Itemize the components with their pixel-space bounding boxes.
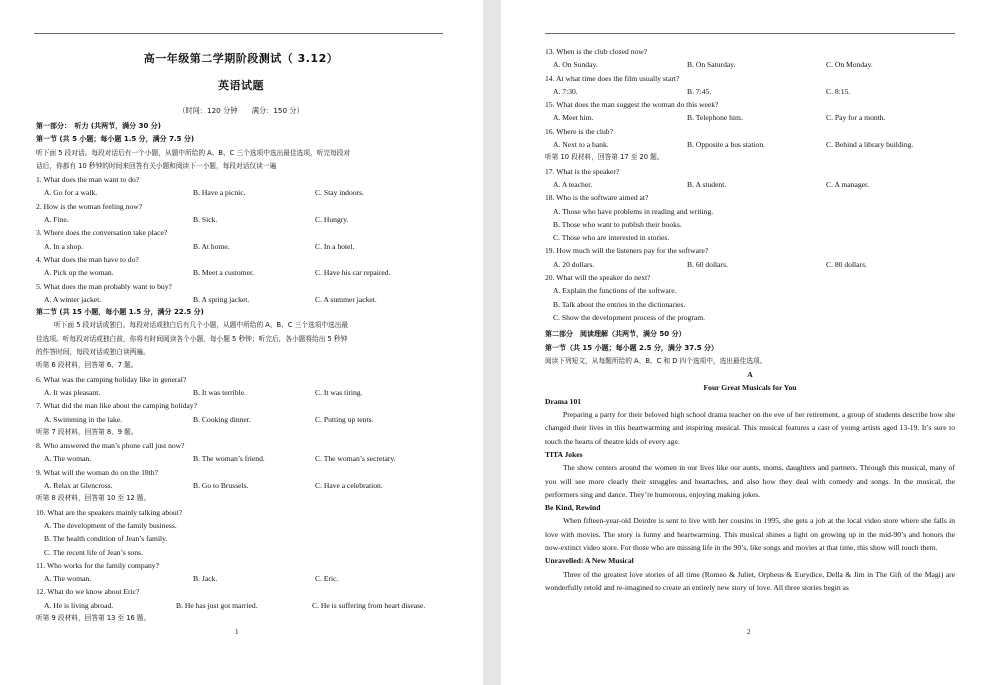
option-a: A. On Sunday. [553,60,598,70]
option-a: A. A winter jacket. [44,294,102,304]
option-b: B. The health condition of Jean’s family. [44,534,168,544]
page-2 [501,0,989,685]
question-stem: 10. What are the speakers mainly talking about? [36,507,183,517]
musical-description: Preparing a party for their beloved high school drama teacher on the eve of her retirement, a group of students describe how she changed their lives in this heartwarming and inspiring musical. This musical features a cast of young artists aged 13-19. It’s sure to touch the hearts of theatre kids of every age. [545,410,955,446]
musical-name: Drama 101 [545,396,582,406]
option-a: A. 7:30. [553,86,578,96]
question-stem: 19. How much will the listeners pay for the software? [545,246,709,256]
page-1 [0,0,483,685]
time-info: （时间：120 分钟 满分：150 分） [178,106,304,115]
option-b: B. He has just got married. [176,600,258,610]
option-b: B. The woman’s friend. [193,454,265,464]
section2-instruction: 佳选项。听每段对话或独白前，你将有时间阅读各个小题，每小题 5 秒钟；听完后，各小题将给出 5 秒钟 [36,334,348,343]
option-b: B. Opposite a bus station. [687,140,766,150]
option-b: B. A student. [687,179,727,189]
option-c: C. Have a celebration. [315,481,383,491]
passage-letter: A [747,370,753,380]
material-note: 听第 6 段材料，回答第 6、7 题。 [36,361,138,370]
option-c: C. Pay for a month. [826,113,886,123]
part2-section1-heading: 第一节（共 15 小题；每小题 2.5 分，满分 37.5 分） [545,343,719,352]
material-note: 听第 10 段材料，回答第 17 至 20 题。 [545,153,664,162]
question-stem: 9. What will the woman do on the 18th? [36,467,158,477]
option-a: A. 20 dollars. [553,259,595,269]
question-stem: 15. What does the man suggest the woman do this week? [545,100,719,110]
section1-heading: 第一节 (共 5 小题；每小题 1.5 分，满分 7.5 分) [36,135,195,144]
option-c: C. A manager. [826,179,870,189]
option-b: B. On Saturday. [687,60,736,70]
option-c: C. 80 dollars. [826,259,867,269]
musical-name: TITA Jokes [545,449,583,459]
option-c: C. Those who are interested in stories. [553,233,670,243]
question-stem: 3. Where does the conversation take place? [36,228,168,238]
material-note: 听第 9 段材料，回答第 13 至 16 题。 [36,613,151,622]
question-stem: 11. Who works for the family company? [36,560,159,570]
question-stem: 5. What does the man probably want to buy? [36,281,172,291]
exam-subtitle: 英语试题 [218,79,264,92]
option-a: A. Explain the functions of the software. [553,286,677,296]
option-c: C. 8:15. [826,86,851,96]
section1-instruction: 听下面 5 段对话。每段对话后有一个小题，从题中所给的 A、B、C 三个选项中选出最佳选项，听完每段对 [36,148,351,157]
option-a: A. Next to a bank. [553,140,609,150]
question-stem: 20. What will the speaker do next? [545,273,651,283]
material-note: 听第 7 段材料，回答第 8、9 题。 [36,427,138,436]
question-stem: 18. Who is the software aimed at? [545,193,649,203]
section2-heading: 第二节 (共 15 小题，每小题 1.5 分，满分 22.5 分) [36,308,204,317]
option-c: C. A summer jacket. [315,294,377,304]
part1-heading: 第一部分： 听力 (共两节，满分 30 分) [36,122,161,130]
option-c: C. Show the development process of the program. [553,312,706,322]
material-note: 听第 8 段材料，回答第 10 至 12 题。 [36,494,151,503]
exam-title: 高一年级第二学期阶段测试（ 3.12） [143,52,339,65]
option-c: C. He is suffering from heart disease. [312,600,426,610]
option-c: C. On Monday. [826,60,873,70]
page-number: 1 [235,628,239,636]
option-b: B. Those who want to publish their books. [553,219,682,229]
option-b: B. Sick. [193,215,218,225]
passage-title: Four Great Musicals for You [703,383,797,393]
option-b: B. Talk about the entries in the dictionaries. [553,299,686,309]
question-stem: 2. How is the woman feeling now? [36,201,143,211]
section2-instruction: 听下面 5 段对话或独白。每段对话或独白后有几个小题，从题中所给的 A、B、C 三个选项中选出最 [54,321,349,330]
header-rule [34,33,443,34]
option-a: A. The woman. [44,574,92,584]
option-b: B. It was terrible. [193,387,246,397]
part2-instruction: 阅读下列短文，从每题所给的 A、B、C 和 D 四个选项中，选出最佳选项。 [545,356,767,365]
option-b: B. A spring jacket. [193,294,250,304]
musical-description: The show centers around the women in our lives like our aunts, moms, daughters and partners. Through this musical, many of you will see more clearly their struggles and heartaches, and also how they deal with comedy and songs. In the musical, the performers sing and dance. They’re humorous, enjoying making jokes. [545,463,955,499]
option-c: C. The woman’s secretary. [315,454,396,464]
question-stem: 6. What was the camping holiday like in general? [36,374,187,384]
option-a: A. Swimming in the lake. [44,414,123,424]
option-a: A. Fine. [44,215,69,225]
option-a: A. Go for a walk. [44,188,98,198]
question-stem: 7. What did the man like about the camping holiday? [36,401,197,411]
option-a: A. Those who have problems in reading and writing. [553,206,714,216]
musical-description: Three of the greatest love stories of all time (Romeo & Juliet, Orpheus & Eurydice, Della & Jim in The Gift of the Magi) are wonderfully retold and re-imagined to create an entirely new story of love. All three stories begin as [545,569,955,592]
option-b: B. Have a picnic. [193,188,246,198]
musical-name: Unravelled: A New Musical [545,556,634,566]
option-b: B. 60 dollars. [687,259,728,269]
musical-name: Be Kind, Rewind [545,503,601,513]
option-a: A. The development of the family business. [44,520,177,530]
option-a: A. Pick up the woman. [44,268,114,278]
option-b: B. Telephone him. [687,113,743,123]
question-stem: 8. Who answered the man’s phone call just now? [36,441,185,451]
option-a: A. It was pleasant. [44,387,101,397]
option-b: B. Cooking dinner. [193,414,251,424]
page-number: 2 [747,628,751,636]
option-a: A. He is living abroad. [44,600,114,610]
option-b: B. At home. [193,241,230,251]
option-c: C. The recent life of Jean’s sons. [44,547,143,557]
option-a: A. Meet him. [553,113,594,123]
option-c: C. Putting up tents. [315,414,374,424]
header-rule [545,33,955,34]
section2-instruction: 的作答时间，每段对话或独白读两遍。 [36,348,150,357]
option-c: C. Eric. [315,574,339,584]
option-b: B. Meet a customer. [193,268,254,278]
option-a: A. In a shop. [44,241,84,251]
question-stem: 4. What does the man have to do? [36,254,139,264]
question-stem: 13. When is the club closed now? [545,47,648,56]
option-c: C. In a hotel. [315,241,355,251]
section1-instruction: 话后，你都有 10 秒钟的时间来回答有关小题和阅读下一小题，每段对话仅读一遍 [36,161,277,170]
option-c: C. Hungry. [315,215,349,225]
option-a: A. The woman. [44,454,92,464]
option-b: B. Go to Brussels. [193,481,249,491]
option-c: C. Behind a library building. [826,140,914,150]
question-stem: 17. What is the speaker? [545,166,620,176]
option-a: A. Relax at Glencross. [44,481,113,491]
musical-description: When fifteen-year-old Deirdre is sent to live with her cousins in 1995, she gets a job at the local video store where she falls in love with movies. The story is funny and heartwarming. This musical shines a light on growing up in the mid-90’s and honors the now-extinct video store. For those who are missing life in the 90’s, like songs and movies at that time, this show will touch them. [545,516,955,552]
question-stem: 12. What do we know about Eric? [36,587,140,597]
option-b: B. 7:45. [687,86,712,96]
question-stem: 14. At what time does the film usually start? [545,73,680,83]
option-c: C. It was tiring. [315,387,363,397]
option-a: A. A teacher. [553,179,593,189]
option-b: B. Jack. [193,574,218,584]
option-c: C. Stay indoors. [315,188,364,198]
question-stem: 1. What does the man want to do? [36,175,140,185]
part2-heading: 第二部分 阅读理解（共两节，满分 50 分） [545,330,686,339]
option-c: C. Have his car repaired. [315,268,391,278]
question-stem: 16. Where is the club? [545,126,613,136]
